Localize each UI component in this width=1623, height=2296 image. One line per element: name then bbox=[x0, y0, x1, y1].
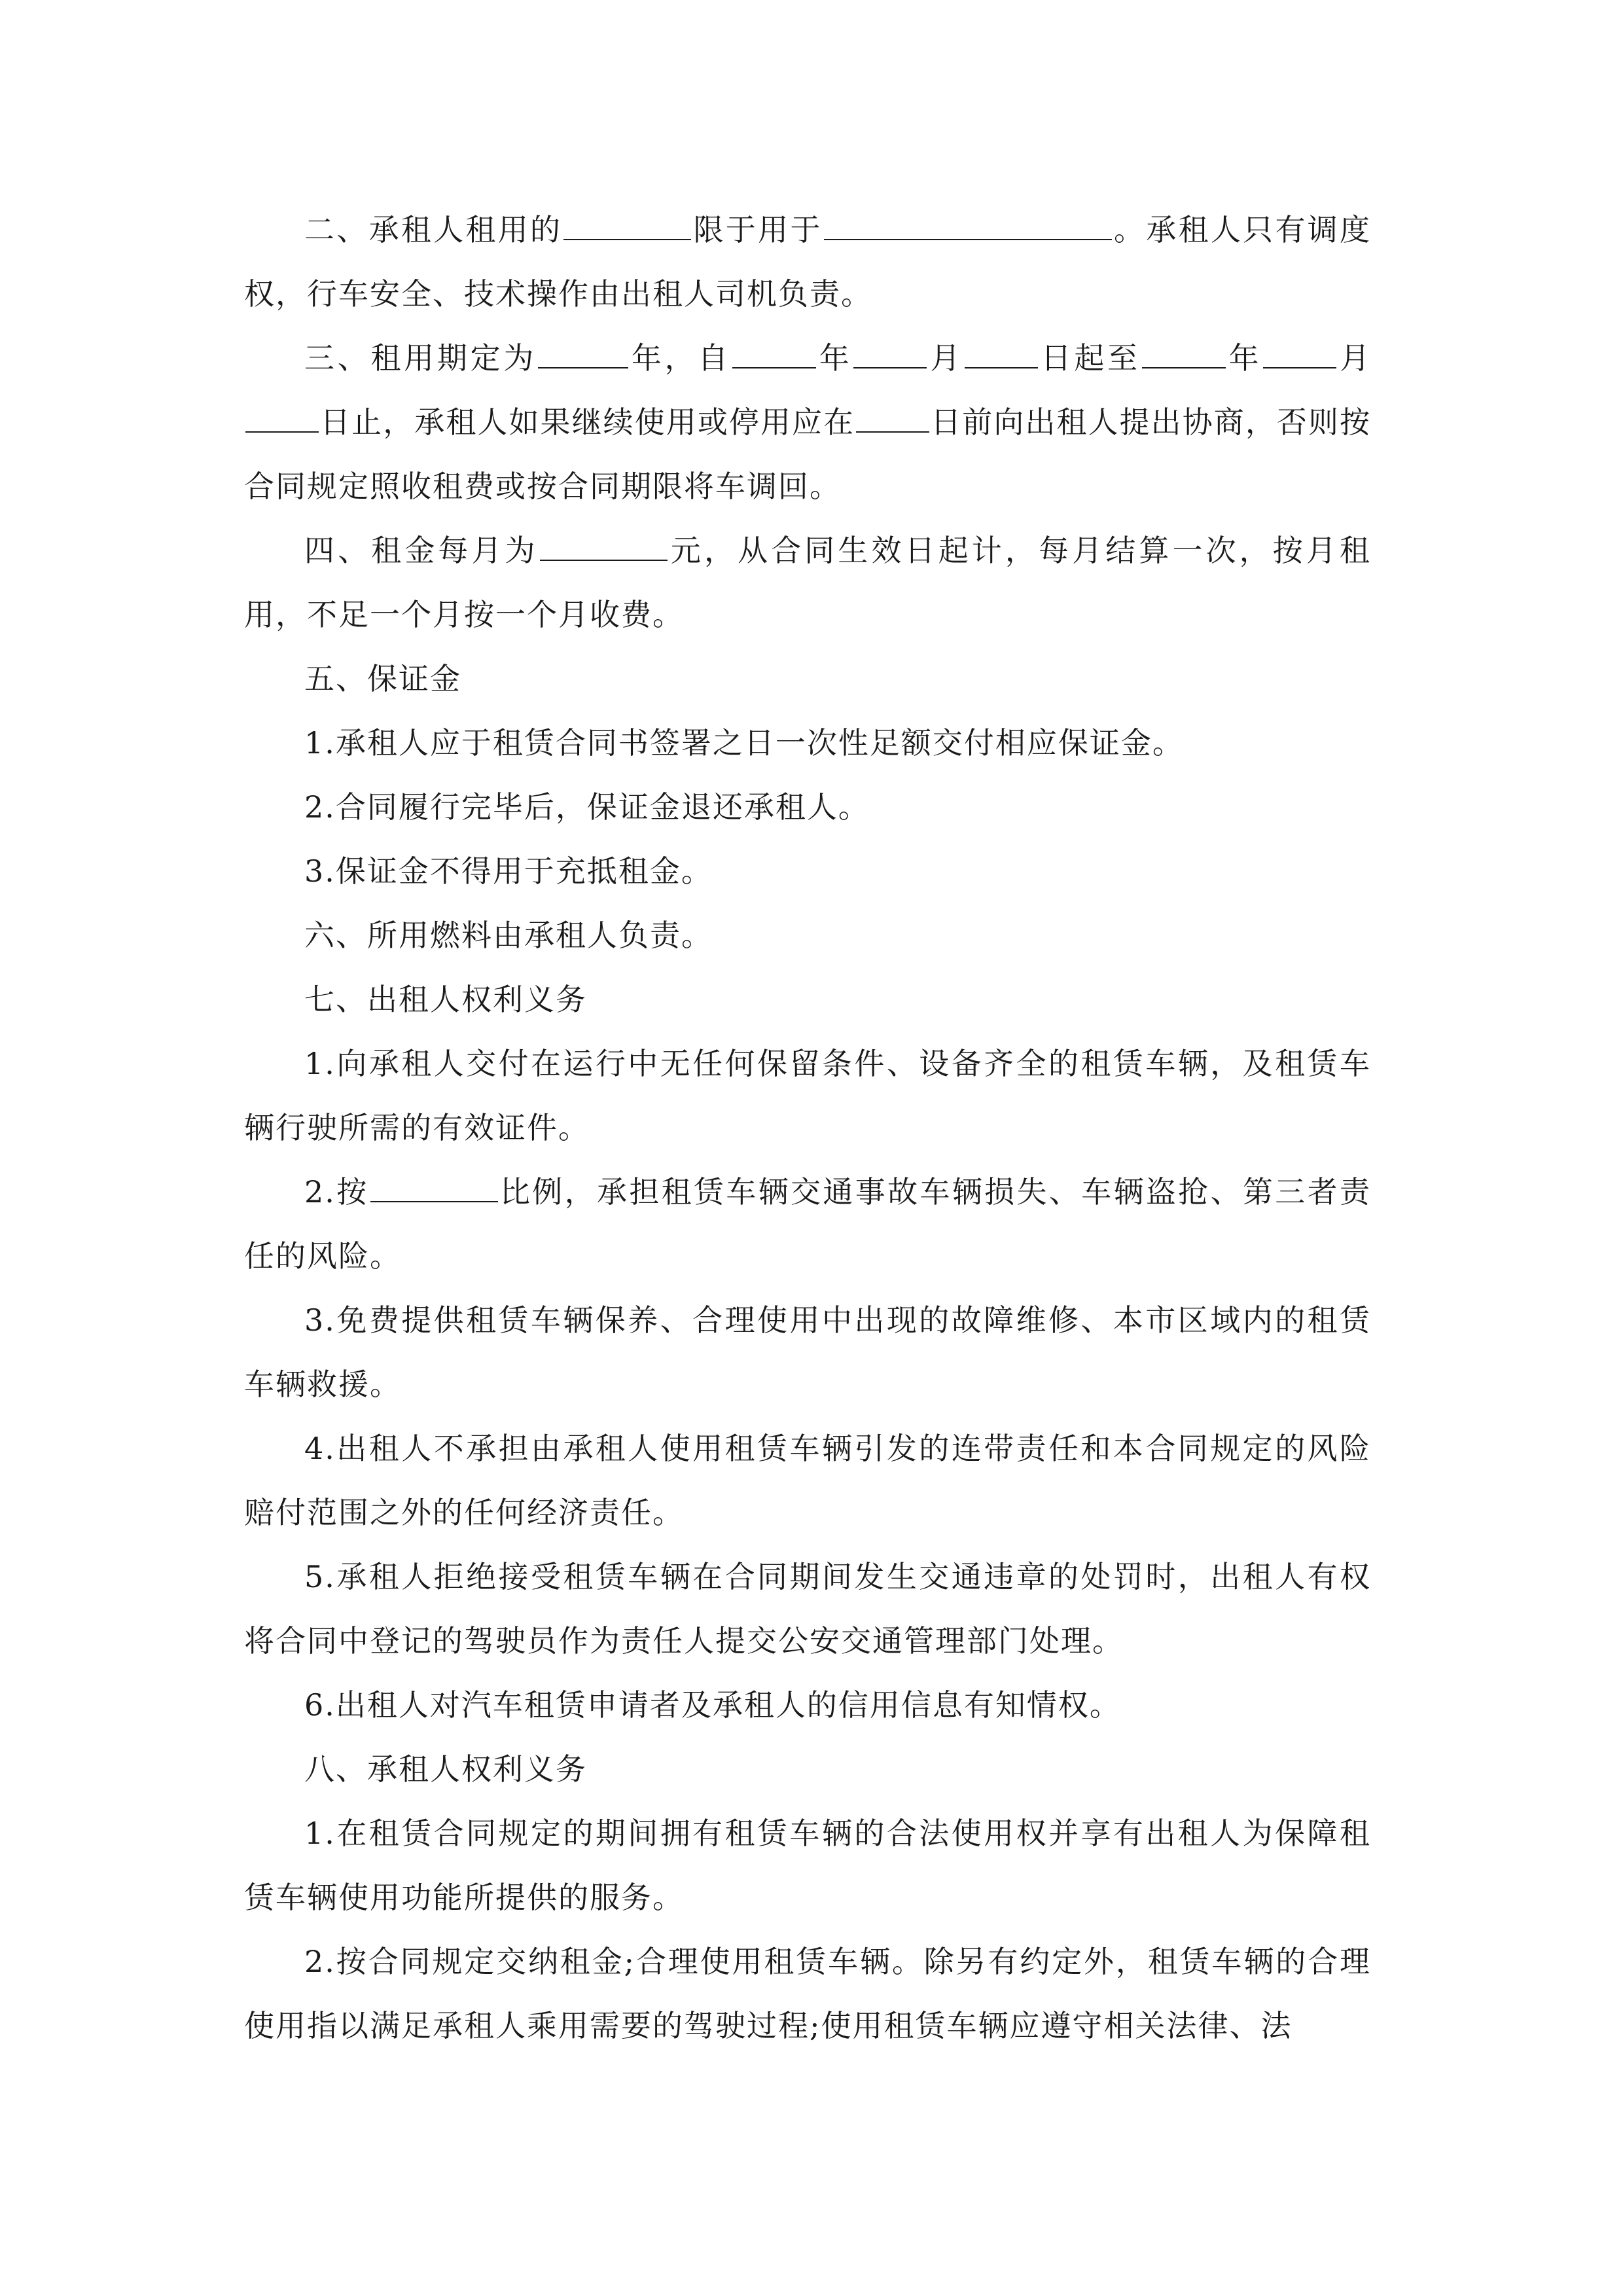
text-segment: 年，自 bbox=[630, 340, 732, 376]
blank-field-end-year[interactable] bbox=[1142, 336, 1226, 368]
blank-field-years[interactable] bbox=[538, 336, 628, 368]
text-segment: 年 bbox=[817, 340, 853, 376]
section-heading-deposit: 五、保证金 bbox=[304, 661, 461, 696]
text-segment: 四、租金每月为 bbox=[304, 533, 539, 568]
text-segment: 比例，承担租赁车辆交通事故车辆损失、车辆盗抢、第三者责任的风险。 bbox=[244, 1174, 1372, 1274]
clause-5-1: 1.承租人应于租赁合同书签署之日一次性足额交付相应保证金。 bbox=[304, 725, 1184, 761]
text-segment: 元，从合同生效日起计，每月结算一次，按月租用，不足一个月按一个月收费。 bbox=[244, 533, 1372, 632]
clause-8-1: 1.在租赁合同规定的期间拥有租赁车辆的合法使用权并享有出租人为保障租赁车辆使用功能所提供的服务。 bbox=[244, 1816, 1371, 1915]
text-segment: 三、租用期定为 bbox=[304, 340, 537, 376]
text-segment: 限于用于 bbox=[692, 212, 823, 247]
blank-field-start-day[interactable] bbox=[965, 336, 1038, 368]
text-segment: 日止，承租人如果继续使用或停用应在 bbox=[320, 404, 855, 440]
text-segment: 2.按 bbox=[304, 1174, 369, 1210]
blank-field-start-year[interactable] bbox=[732, 336, 816, 368]
clause-7-1: 1.向承租人交付在运行中无任何保留条件、设备齐全的租赁车辆，及租赁车辆行驶所需的有效证件。 bbox=[244, 1046, 1371, 1145]
section-heading-lessee-rights: 八、承租人权利义务 bbox=[304, 1751, 587, 1787]
blank-field-purpose[interactable] bbox=[824, 207, 1112, 240]
text-segment: 日前向出租人提出协商，否则按合同规定照收租费或按合同期限将车调回。 bbox=[244, 404, 1371, 504]
blank-field-start-month[interactable] bbox=[853, 336, 927, 368]
text-segment: 年 bbox=[1226, 340, 1262, 376]
clause-7-6: 6.出租人对汽车租赁申请者及承租人的信用信息有知情权。 bbox=[304, 1687, 1121, 1723]
clause-6-fuel: 六、所用燃料由承租人负责。 bbox=[304, 918, 713, 953]
clause-7-4: 4.出租人不承担由承租人使用租赁车辆引发的连带责任和本合同规定的风险赔付范围之外的任何经济责任。 bbox=[244, 1431, 1371, 1530]
blank-field-vehicle[interactable] bbox=[563, 207, 691, 240]
clause-5-2: 2.合同履行完毕后，保证金退还承租人。 bbox=[304, 789, 870, 825]
clause-4-rent bbox=[244, 518, 1371, 647]
document-body bbox=[244, 198, 1371, 2058]
text-segment: 二、承租人租用的 bbox=[304, 212, 563, 247]
clause-7-5: 5.承租人拒绝接受租赁车辆在合同期间发生交通违章的处罚时，出租人有权将合同中登记的驾驶员作为责任人提交公安交通管理部门处理。 bbox=[244, 1559, 1371, 1659]
clause-2-usage bbox=[244, 198, 1371, 326]
blank-field-monthly-rent[interactable] bbox=[540, 528, 668, 561]
text-segment: 月 bbox=[928, 340, 963, 376]
clause-5-3: 3.保证金不得用于充抵租金。 bbox=[304, 853, 713, 889]
clause-7-3: 3.免费提供租赁车辆保养、合理使用中出现的故障维修、本市区域内的租赁车辆救援。 bbox=[244, 1302, 1371, 1402]
text-segment: 日起至 bbox=[1039, 340, 1141, 376]
blank-field-ratio[interactable] bbox=[370, 1170, 498, 1202]
clause-3-term bbox=[244, 326, 1371, 518]
blank-field-notice-day[interactable] bbox=[856, 400, 929, 433]
clause-8-2: 2.按合同规定交纳租金;合理使用租赁车辆。除另有约定外，租赁车辆的合理使用指以满足承租人乘用需要的驾驶过程;使用租赁车辆应遵守相关法律、法 bbox=[244, 1944, 1371, 2043]
text-segment: 月 bbox=[1338, 340, 1372, 376]
text-segment: 。承租人只有调度权，行车安全、技术操作由出租人司机负责。 bbox=[244, 212, 1372, 312]
blank-field-end-day[interactable] bbox=[245, 400, 319, 433]
section-heading-lessor-rights: 七、出租人权利义务 bbox=[304, 982, 587, 1017]
clause-7-2 bbox=[244, 1160, 1371, 1288]
blank-field-end-month[interactable] bbox=[1263, 336, 1336, 368]
